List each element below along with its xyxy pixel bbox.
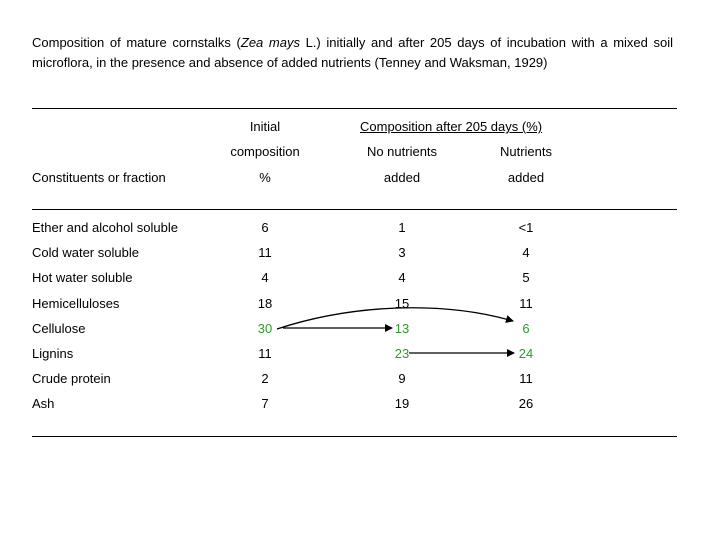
header-after-title: Composition after 205 days (%): [360, 119, 543, 134]
row-label: Ash: [32, 396, 55, 411]
row-label: Hot water soluble: [32, 270, 133, 285]
bottom-rule: [32, 436, 677, 437]
cell-no-nutrients-highlight: 23: [394, 346, 410, 361]
cell-initial: 2: [261, 371, 269, 386]
header-nutrients-line2: added: [507, 170, 545, 185]
cell-initial: 6: [261, 220, 269, 235]
cell-no-nutrients: 3: [398, 245, 406, 260]
header-initial-line1: Initial: [249, 119, 281, 134]
cell-no-nutrients: 19: [394, 396, 410, 411]
caption-species: Zea mays: [240, 35, 300, 50]
cell-initial: 7: [261, 396, 269, 411]
cell-nutrients: <1: [518, 220, 534, 235]
cell-no-nutrients: 1: [398, 220, 406, 235]
caption-text-1: Composition of mature cornstalks (: [32, 35, 241, 50]
header-no-nutrients-line1: No nutrients: [366, 144, 438, 159]
caption-text-2: L.) initially and after 205 days of incubation with a mixed soil microflora, in the presence and absence of added nutrients (Tenney and Waksman, 1929): [32, 35, 673, 70]
cell-initial: 11: [258, 245, 272, 260]
row-label: Cellulose: [32, 321, 86, 336]
cell-no-nutrients: 4: [398, 270, 406, 285]
cell-no-nutrients-highlight: 13: [394, 321, 410, 336]
header-nutrients-line1: Nutrients: [499, 144, 553, 159]
row-label: Cold water soluble: [32, 245, 139, 260]
cell-initial-highlight: 30: [257, 321, 273, 336]
header-row-label: Constituents or fraction: [32, 170, 166, 185]
header-initial-line2: composition: [230, 144, 300, 159]
row-label: Crude protein: [32, 371, 111, 386]
header-initial-line3: %: [259, 170, 271, 185]
cell-no-nutrients: 15: [394, 296, 410, 311]
row-label: Hemicelluloses: [32, 296, 120, 311]
cell-nutrients: 11: [519, 296, 533, 311]
cell-nutrients: 26: [518, 396, 534, 411]
cell-nutrients: 11: [519, 371, 533, 386]
cell-no-nutrients: 9: [398, 371, 406, 386]
cell-initial: 4: [261, 270, 269, 285]
header-rule: [32, 209, 677, 210]
cell-nutrients: 4: [522, 245, 530, 260]
table-caption: [32, 33, 673, 72]
top-rule: [32, 108, 677, 109]
cell-initial: 11: [258, 346, 272, 361]
row-label: Ether and alcohol soluble: [32, 220, 178, 235]
row-label: Lignins: [32, 346, 74, 361]
header-no-nutrients-line2: added: [383, 170, 421, 185]
cell-initial: 18: [257, 296, 273, 311]
cell-nutrients-highlight: 6: [522, 321, 530, 336]
cell-nutrients: 5: [522, 270, 530, 285]
cell-nutrients-highlight: 24: [518, 346, 534, 361]
